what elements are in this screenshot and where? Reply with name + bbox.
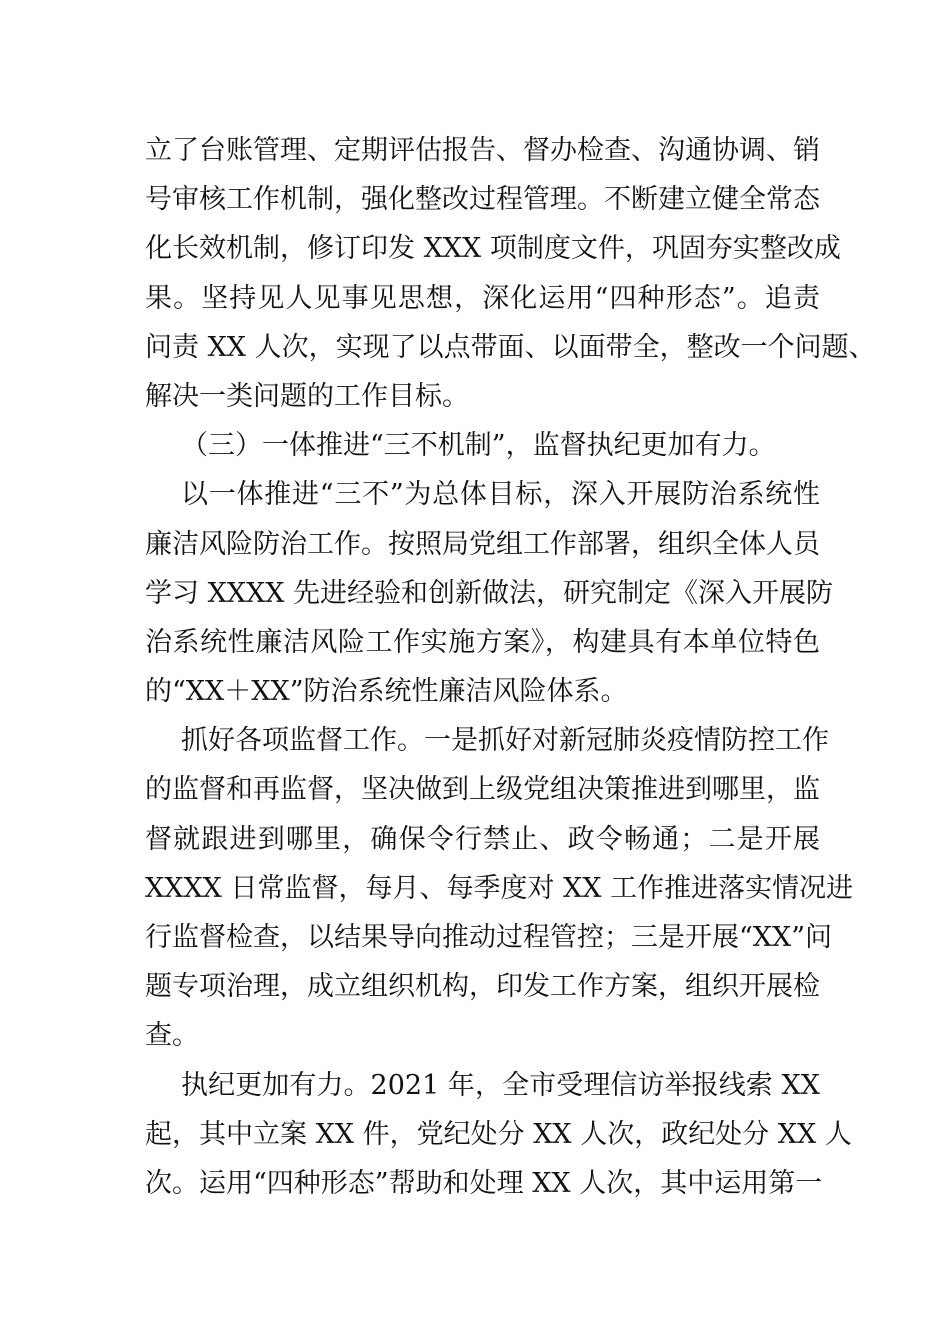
text-line: 学习 XXXX 先进经验和创新做法，研究制定《深入开展防 xyxy=(145,577,834,609)
text-line: 次。运用“四种形态”帮助和处理 XX 人次，其中运用第一 xyxy=(145,1167,823,1199)
text-line: 立了台账管理、定期评估报告、督办检查、沟通协调、销 xyxy=(145,135,820,166)
text-line: 以一体推进“三不”为总体目标，深入开展防治系统性 xyxy=(181,479,820,511)
text-line: 治系统性廉洁风险工作实施方案》，构建具有本单位特色 xyxy=(145,626,820,658)
text-line: 化长效机制，修订印发 XXX 项制度文件，巩固夯实整改成 xyxy=(145,233,841,265)
text-line: 抓好各项监督工作。一是抓好对新冠肺炎疫情防控工作 xyxy=(181,725,829,757)
text-line: 的监督和再监督，坚决做到上级党组决策推进到哪里，监 xyxy=(145,774,820,806)
text-line: 的“XX＋XX”防治系统性廉洁风险体系。 xyxy=(145,676,628,708)
text-line: 问责 XX 人次，实现了以点带面、以面带全，整改一个问题、 xyxy=(145,331,876,363)
text-line: 廉洁风险防治工作。按照局党组工作部署，组织全体人员 xyxy=(145,528,820,560)
text-line: 查。 xyxy=(145,1020,199,1052)
text-line: 号审核工作机制，强化整改过程管理。不断建立健全常态 xyxy=(145,184,820,216)
text-line: 题专项治理，成立组织机构，印发工作方案，组织开展检 xyxy=(145,971,820,1003)
text-line: 行监督检查，以结果导向推动过程管控；三是开展“XX”问 xyxy=(145,922,833,953)
text-line: 果。坚持见人见事见思想，深化运用“四种形态”。追责 xyxy=(145,282,820,314)
text-line: 执纪更加有力。2021 年，全市受理信访举报线索 XX xyxy=(181,1069,820,1101)
text-line: 解决一类问题的工作目标。 xyxy=(145,380,469,412)
text-line: （三）一体推进“三不机制”，监督执纪更加有力。 xyxy=(181,430,776,462)
text-line: XXXX 日常监督，每月、每季度对 XX 工作推进落实情况进 xyxy=(145,872,854,904)
text-line: 起，其中立案 XX 件，党纪处分 XX 人次，政纪处分 XX 人 xyxy=(145,1118,852,1150)
text-line: 督就跟进到哪里，确保令行禁止、政令畅通；二是开展 xyxy=(145,823,820,855)
body-text xyxy=(145,126,876,1208)
